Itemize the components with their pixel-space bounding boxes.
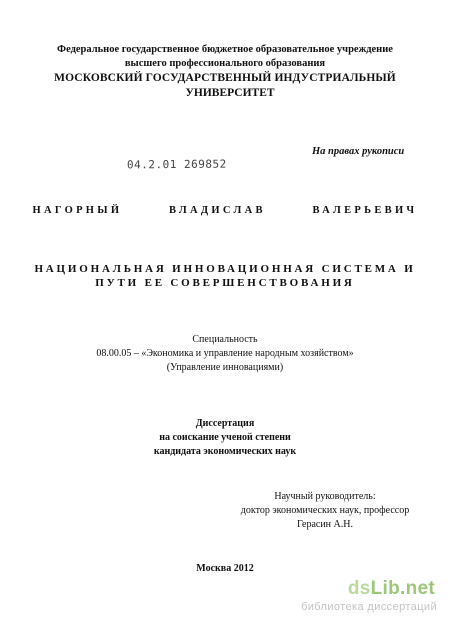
manuscript-rights-note: На правах рукописи [312, 146, 405, 157]
dissertation-title-line-2: ПУТИ ЕЕ СОВЕРШЕНСТВОВАНИЯ [95, 277, 355, 289]
author-middle-name: ВАЛЕРЬЕВИЧ [312, 205, 418, 216]
author-last-name: НАГОРНЫЙ [32, 205, 123, 216]
organization-line-1: Федеральное государственное бюджетное образовательное учреждение [57, 44, 393, 55]
dslib-watermark [270, 575, 445, 620]
organization-line-2: высшего профессионального образования [124, 58, 326, 69]
dissertation-title-line-1: НАЦИОНАЛЬНАЯ ИННОВАЦИОННАЯ СИСТЕМА И [34, 263, 416, 275]
university-name-line-2: УНИВЕРСИТЕТ [185, 87, 275, 99]
supervisor-degree: доктор экономических наук, профессор [240, 505, 410, 516]
dslib-logo [348, 578, 435, 600]
degree-name: кандидата экономических наук [153, 446, 297, 457]
specialty-branch: (Управление инновациями) [166, 362, 284, 373]
supervisor-label: Научный руководитель: [274, 491, 376, 502]
specialty-code: 08.00.05 – «Экономика и управление народным хозяйством» [96, 348, 354, 359]
dslib-logo-part2: Lib.net [370, 578, 435, 599]
author-name [0, 205, 450, 216]
library-stamp: 04.2.01 269852 [126, 157, 227, 172]
specialty-label: Специальность [192, 334, 258, 345]
dslib-subtitle: библиотека диссертаций [301, 601, 437, 613]
supervisor-name: Герасин А.Н. [297, 519, 353, 530]
university-name-line-1: МОСКОВСКИЙ ГОСУДАРСТВЕННЫЙ ИНДУСТРИАЛЬНЫЙ [54, 72, 396, 84]
degree-purpose: на соискание ученой степени [159, 432, 291, 443]
city-year: Москва 2012 [196, 563, 254, 574]
dissertation-label: Диссертация [195, 418, 255, 429]
dslib-logo-part1: ds [347, 578, 371, 599]
author-first-name: ВЛАДИСЛАВ [168, 205, 266, 216]
